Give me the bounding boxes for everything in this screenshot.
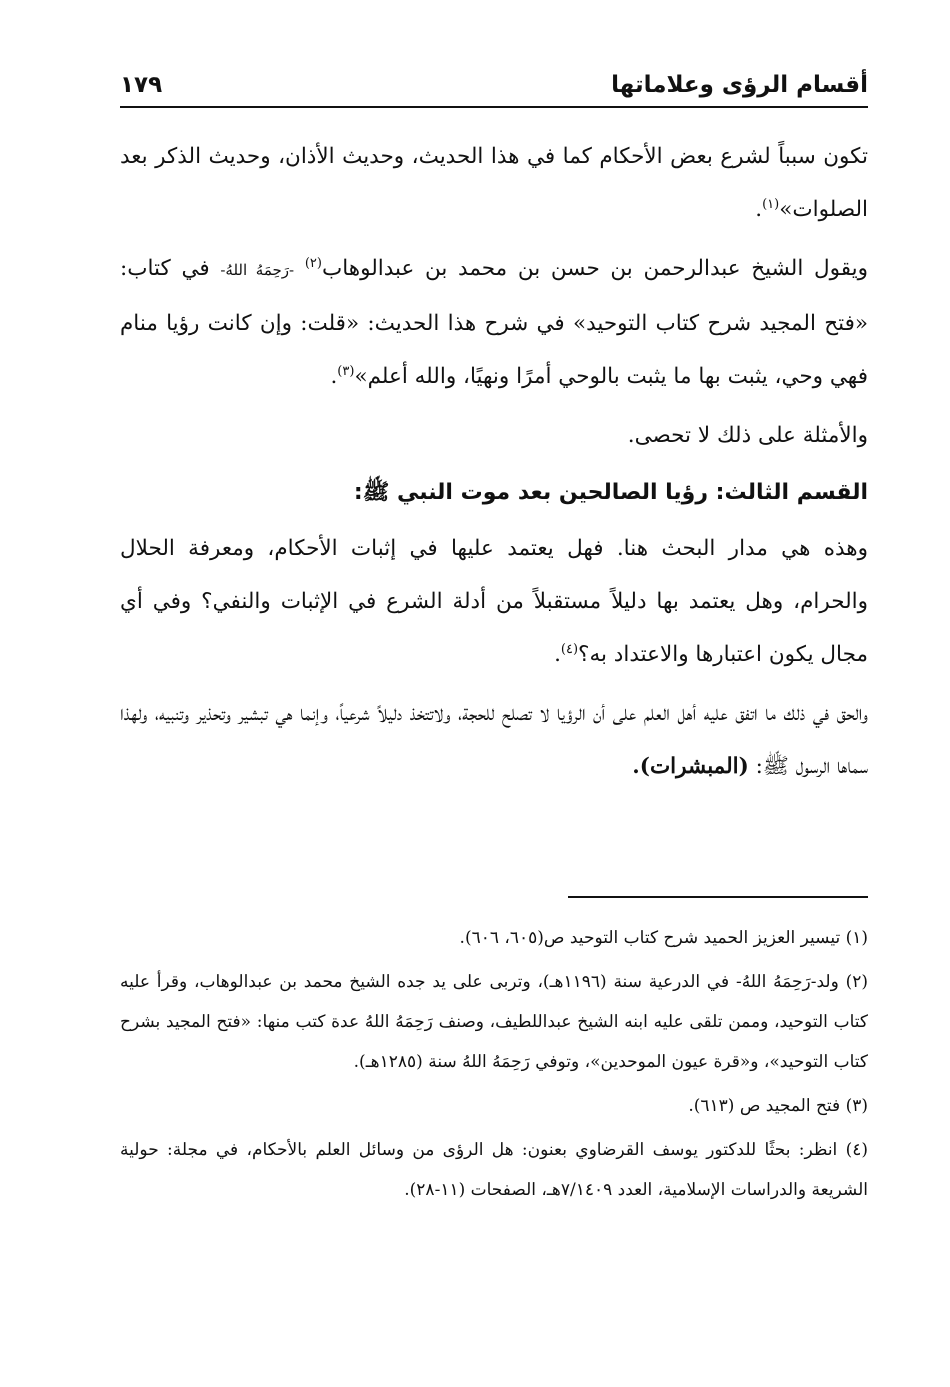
footnotes	[120, 918, 868, 1214]
chapter-title: أقسام الرؤى وعلاماتها	[611, 72, 868, 98]
paragraph-1-text: تكون سبباً لشرع بعض الأحكام كما في هذا الحديث، وحديث الأذان، وحديث الذكر بعد الصلوات»	[120, 144, 868, 222]
page-number: ١٧٩	[120, 72, 163, 98]
mubashshirat-term: (المبشرات).	[632, 754, 749, 779]
paragraph-2-end: .	[330, 364, 338, 389]
paragraph-2	[120, 242, 868, 403]
footnote-ref-3: (٣)	[337, 363, 355, 379]
footnote-3: (٣) فتح المجيد ص (٦١٣).	[688, 1096, 868, 1116]
paragraph-2-text-b: في كتاب: «فتح المجيد شرح كتاب التوحيد» في شرح هذا الحديث: «قلت: وإن كانت رؤيا منام فهي وحي، يثبت بها ما يثبت بالوحي أمرًا ونهيًا، والله أعلم»	[120, 256, 868, 389]
paragraph-4	[120, 522, 868, 681]
paragraph-4-end: .	[554, 642, 561, 667]
paragraph-1-end: .	[755, 197, 763, 222]
footnote-2: (٢) ولد-رَحِمَهُ اللهُ- في الدرعية سنة (١١٩٦هـ)، وتربى على يد جده الشيخ محمد بن عبدالوهاب، وقرأ عليه كتاب التوحيد، وممن تلقى عليه ابنه الشيخ عبداللطيف، وصنف رَحِمَهُ اللهُ عدة كتب منها: «فتح المجيد بشرح كتاب التوحيد»، و«قرة عيون الموحدين»، وتوفي رَحِمَهُ اللهُ سنة (١٢٨٥هـ).	[120, 972, 868, 1072]
book-page	[120, 58, 868, 1200]
main-text	[120, 130, 868, 793]
footnote-separator	[568, 896, 868, 898]
paragraph-1	[120, 130, 868, 236]
footnote-1: (١) تيسير العزيز الحميد شرح كتاب التوحيد ص(٦٠٥، ٦٠٦).	[459, 928, 868, 948]
section-heading: القسم الثالث: رؤيا الصالحين بعد موت النبي ﷺ:	[353, 480, 868, 505]
honorific-rahimahullah: -رَحِمَهُ اللهُ-	[220, 261, 295, 279]
paragraph-4-text: وهذه هي مدار البحث هنا. فهل يعتمد عليها في إثبات الأحكام، ومعرفة الحلال والحرام، وهل يعتمد بها دليلاً مستقبلاً من أدلة الشرع في الإثبات والنفي؟ وفي أي مجال يكون اعتبارها والاعتداد به؟	[120, 536, 868, 667]
paragraph-5	[120, 687, 868, 793]
footnote-ref-4: (٤)	[560, 641, 579, 657]
footnote-4: (٤) انظر: بحثًا للدكتور يوسف القرضاوي بعنون: هل الرؤى من وسائل العلم بالأحكام، في مجلة: حولية الشريعة والدراسات الإسلامية، العدد ٧/١٤٠٩هـ، الصفحات (١١-٢٨).	[120, 1140, 868, 1200]
paragraph-5-text: والحق في ذلك ما اتفق عليه أهل العلم على أن الرؤيا لا تصلح للحجة، ولاتتخذ دليلاً شرعياً، وإنما هي تبشير وتحذير وتنبيه، ولهذا سماها الرسول ﷺ:	[120, 701, 868, 779]
paragraph-3: والأمثلة على ذلك لا تحصى.	[627, 423, 868, 448]
paragraph-2-text-a: ويقول الشيخ عبدالرحمن بن حسن بن محمد بن عبدالوهاب	[321, 256, 868, 281]
running-header	[120, 58, 868, 108]
footnote-ref-1: (١)	[762, 196, 780, 212]
footnote-ref-2: (٢)	[304, 255, 322, 271]
